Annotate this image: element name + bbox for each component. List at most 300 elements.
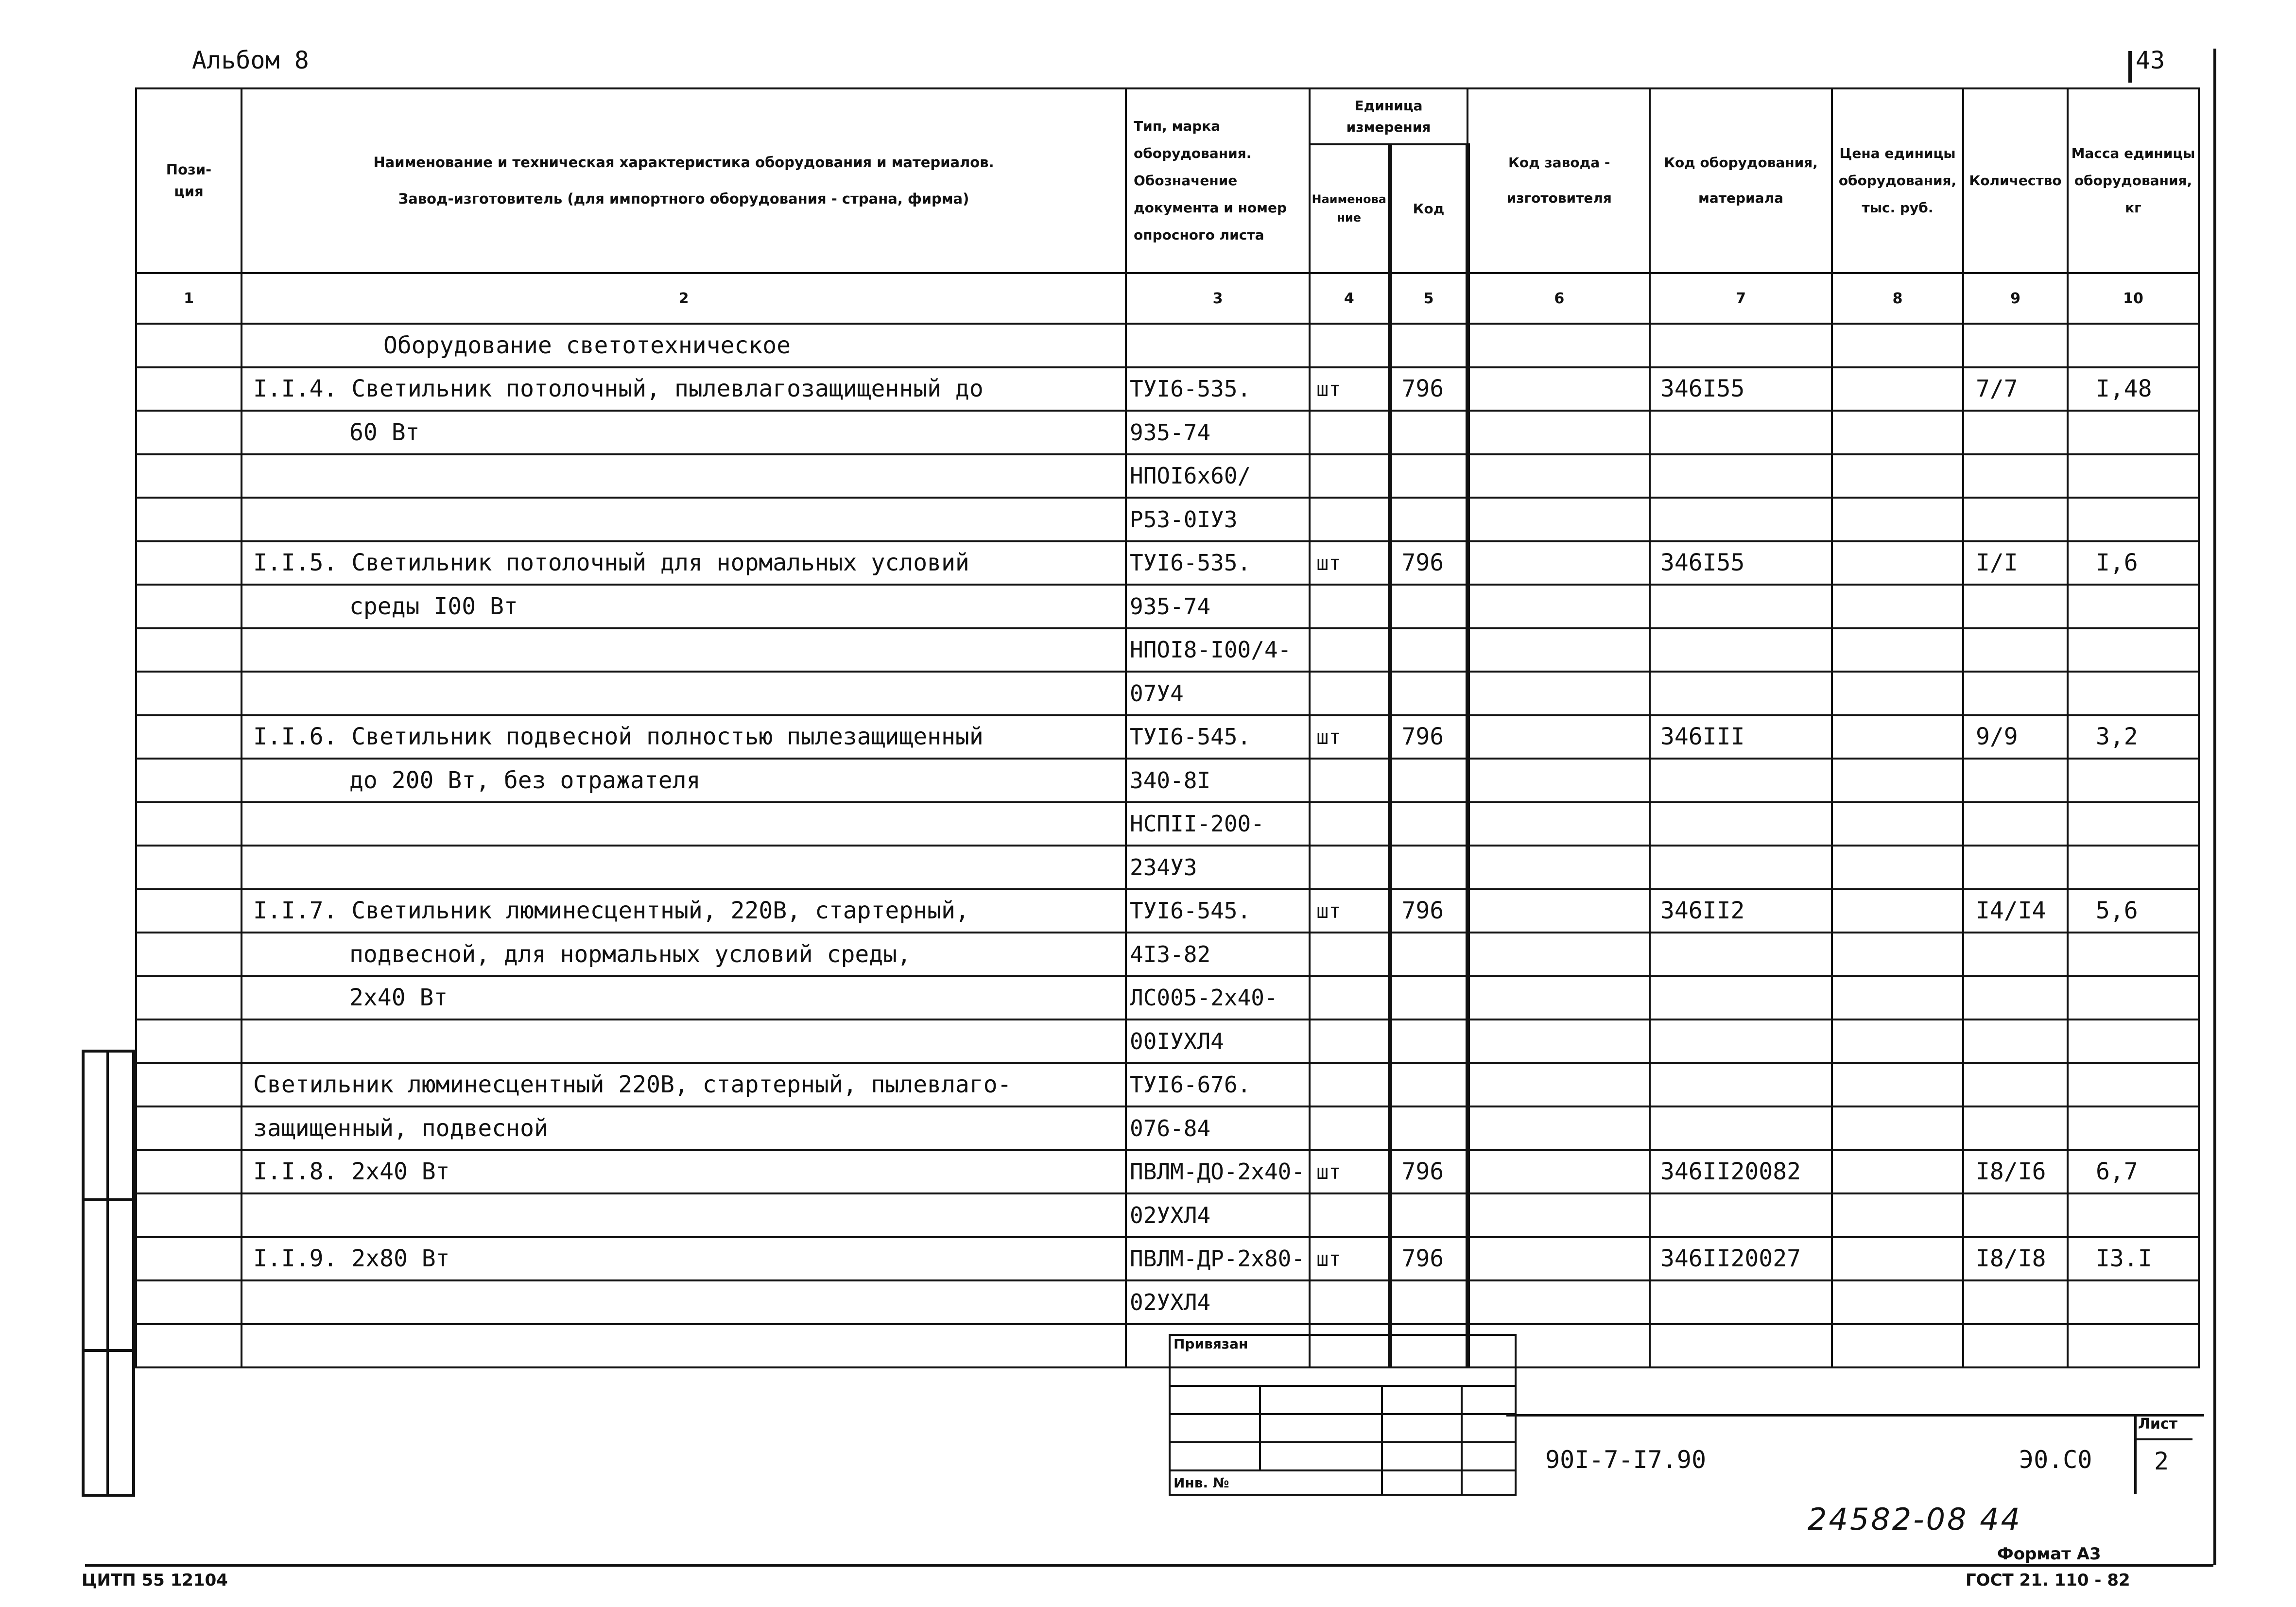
cell-unit-code [1390, 846, 1467, 889]
cell-position [136, 1106, 242, 1150]
specification-table [135, 87, 2200, 1368]
table-row [136, 1324, 2199, 1368]
cell-unit-code [1390, 672, 1467, 715]
cell-name: защищенный, подвесной [242, 1106, 1126, 1150]
cell-type: ТУI6-535. [1126, 367, 1310, 411]
cell-type: 02УХЛ4 [1126, 1280, 1310, 1324]
cell-equipment-code: 346I55 [1650, 541, 1832, 585]
cell-equipment-code [1650, 628, 1832, 672]
cell-type: ТУI6-535. [1126, 541, 1310, 585]
cell-type: 00IУХЛ4 [1126, 1019, 1310, 1063]
cell-factory-code [1467, 585, 1650, 628]
cell-unit-code [1390, 1063, 1467, 1107]
table-row [136, 1106, 2199, 1150]
cell-price [1832, 802, 1963, 846]
cell-position [136, 889, 242, 933]
page-divider [2128, 51, 2132, 83]
column-number: 10 [2068, 273, 2199, 324]
column-number: 8 [1832, 273, 1963, 324]
cell-name: среды I00 Вт [242, 585, 1126, 628]
cell-equipment-code [1650, 759, 1832, 802]
cell-unit-code [1390, 1280, 1467, 1324]
cell-quantity [1963, 846, 2068, 889]
cell-mass [2068, 1193, 2199, 1237]
cell-equipment-code [1650, 802, 1832, 846]
cell-type: 234У3 [1126, 846, 1310, 889]
cell-factory-code [1467, 1280, 1650, 1324]
cell-price [1832, 889, 1963, 933]
cell-unit-name [1310, 802, 1390, 846]
cell-quantity [1963, 802, 2068, 846]
column-number: 6 [1467, 273, 1650, 324]
cell-quantity: I8/I8 [1963, 1237, 2068, 1281]
cell-name: I.I.5. Светильник потолочный для нормальных условий [242, 541, 1126, 585]
cell-factory-code [1467, 672, 1650, 715]
cell-mass [2068, 1019, 2199, 1063]
cell-factory-code [1467, 802, 1650, 846]
cell-position [136, 672, 242, 715]
cell-mass [2068, 759, 2199, 802]
cell-position [136, 846, 242, 889]
cell-position [136, 498, 242, 541]
cell-mass [2068, 1106, 2199, 1150]
cell-price [1832, 628, 1963, 672]
cell-mass [2068, 498, 2199, 541]
cell-name: Оборудование светотехническое [242, 324, 1126, 367]
cell-factory-code [1467, 976, 1650, 1020]
cell-name [242, 1324, 1126, 1368]
cell-type: 4I3-82 [1126, 933, 1310, 976]
cell-price [1832, 541, 1963, 585]
cell-price [1832, 1237, 1963, 1281]
cell-quantity [1963, 1193, 2068, 1237]
cell-unit-name: шт [1310, 541, 1390, 585]
cell-quantity: 9/9 [1963, 715, 2068, 759]
cell-type: ТУI6-545. [1126, 889, 1310, 933]
cell-unit-code: 796 [1390, 541, 1467, 585]
handwritten-number: 24582-08 44 [1808, 1502, 2022, 1537]
cell-unit-name: шт [1310, 367, 1390, 411]
table-row [136, 1150, 2199, 1194]
table-body [136, 324, 2199, 1367]
cell-quantity [1963, 498, 2068, 541]
format-label: Формат А3 [1997, 1544, 2101, 1564]
cell-factory-code [1467, 324, 1650, 367]
stamp-cell [1382, 1442, 1462, 1470]
cell-mass [2068, 933, 2199, 976]
cell-quantity [1963, 1324, 2068, 1368]
cell-equipment-code [1650, 1280, 1832, 1324]
cell-factory-code [1467, 628, 1650, 672]
col-header-name: Наименование и техническая характеристика оборудования и материалов. Завод-изготовитель (для импортного оборудования - страна, фирма) [242, 88, 1126, 273]
col-header-position: Пози- ция [136, 88, 242, 273]
cell-unit-name [1310, 628, 1390, 672]
cell-unit-code [1390, 628, 1467, 672]
cell-unit-code: 796 [1390, 1237, 1467, 1281]
column-number: 2 [242, 273, 1126, 324]
cell-quantity [1963, 933, 2068, 976]
table-row [136, 672, 2199, 715]
cell-price [1832, 715, 1963, 759]
cell-quantity: 7/7 [1963, 367, 2068, 411]
cell-quantity [1963, 411, 2068, 454]
cell-equipment-code [1650, 498, 1832, 541]
cell-name [242, 1280, 1126, 1324]
table-row [136, 1193, 2199, 1237]
citp-label: ЦИТП 55 12104 [82, 1571, 228, 1590]
stamp-cell [1462, 1386, 1516, 1414]
cell-unit-name [1310, 585, 1390, 628]
cell-price [1832, 367, 1963, 411]
cell-price [1832, 585, 1963, 628]
cell-price [1832, 1324, 1963, 1368]
stamp-cell [1462, 1414, 1516, 1442]
cell-unit-name: шт [1310, 1237, 1390, 1281]
cell-name [242, 672, 1126, 715]
table-row [136, 454, 2199, 498]
cell-position [136, 1280, 242, 1324]
cell-factory-code [1467, 454, 1650, 498]
cell-quantity [1963, 454, 2068, 498]
binding-stamp [1169, 1334, 1517, 1496]
cell-equipment-code [1650, 585, 1832, 628]
cell-mass: 5,6 [2068, 889, 2199, 933]
cell-position [136, 367, 242, 411]
col-header-unit-code: Код [1390, 144, 1467, 273]
cell-price [1832, 976, 1963, 1020]
cell-quantity [1963, 1019, 2068, 1063]
cell-factory-code [1467, 933, 1650, 976]
cell-unit-code [1390, 454, 1467, 498]
cell-unit-name [1310, 324, 1390, 367]
cell-position [136, 541, 242, 585]
cell-unit-code: 796 [1390, 1150, 1467, 1194]
cell-mass [2068, 454, 2199, 498]
column-number: 1 [136, 273, 242, 324]
cell-quantity [1963, 1106, 2068, 1150]
cell-quantity [1963, 585, 2068, 628]
cell-factory-code [1467, 889, 1650, 933]
stamp-cell [1170, 1386, 1260, 1414]
cell-unit-code: 796 [1390, 889, 1467, 933]
cell-factory-code [1467, 367, 1650, 411]
cell-name: I.I.9. 2х80 Вт [242, 1237, 1126, 1281]
cell-unit-name: шт [1310, 889, 1390, 933]
stamp-cell [1382, 1414, 1462, 1442]
cell-name: 60 Вт [242, 411, 1126, 454]
cell-name: I.I.6. Светильник подвесной полностью пылезащищенный [242, 715, 1126, 759]
cell-equipment-code [1650, 1019, 1832, 1063]
table-row [136, 1019, 2199, 1063]
cell-quantity [1963, 1063, 2068, 1107]
cell-mass [2068, 1063, 2199, 1107]
cell-mass: I,6 [2068, 541, 2199, 585]
cell-mass [2068, 628, 2199, 672]
cell-factory-code [1467, 715, 1650, 759]
col-header-factory-code: Код завода - изготовителя [1467, 88, 1650, 273]
sheet-box-line [2134, 1438, 2192, 1440]
column-number: 9 [1963, 273, 2068, 324]
cell-factory-code [1467, 541, 1650, 585]
cell-type: ПВЛМ-ДР-2х80- [1126, 1237, 1310, 1281]
gost-label: ГОСТ 21. 110 - 82 [1966, 1571, 2130, 1590]
cell-equipment-code: 346I55 [1650, 367, 1832, 411]
cell-factory-code [1467, 759, 1650, 802]
cell-position [136, 1193, 242, 1237]
cell-quantity: I8/I6 [1963, 1150, 2068, 1194]
cell-name [242, 628, 1126, 672]
title-block-line [1506, 1414, 2204, 1417]
cell-price [1832, 1280, 1963, 1324]
cell-unit-code: 796 [1390, 715, 1467, 759]
cell-factory-code [1467, 1106, 1650, 1150]
cell-unit-name: шт [1310, 715, 1390, 759]
cell-unit-code: 796 [1390, 367, 1467, 411]
cell-name [242, 846, 1126, 889]
table-row [136, 367, 2199, 411]
cell-position [136, 1324, 242, 1368]
cell-unit-code [1390, 933, 1467, 976]
cell-position [136, 628, 242, 672]
bottom-border-line [85, 1564, 2213, 1567]
cell-unit-code [1390, 759, 1467, 802]
cell-price [1832, 846, 1963, 889]
table-row [136, 846, 2199, 889]
stamp-cell [1382, 1386, 1462, 1414]
cell-mass: I,48 [2068, 367, 2199, 411]
table-row [136, 759, 2199, 802]
col-header-type: Тип, марка оборудования. Обозначение документа и номер опросного листа [1126, 88, 1310, 273]
cell-type: НПОI8-I00/4- [1126, 628, 1310, 672]
cell-name: до 200 Вт, без отражателя [242, 759, 1126, 802]
cell-factory-code [1467, 1237, 1650, 1281]
cell-price [1832, 324, 1963, 367]
page-number: 43 [2136, 46, 2165, 74]
cell-mass [2068, 1280, 2199, 1324]
stamp-cell [1260, 1442, 1382, 1470]
cell-type: ПВЛМ-ДО-2х40- [1126, 1150, 1310, 1194]
stamp-cell [1382, 1470, 1462, 1495]
cell-unit-code [1390, 976, 1467, 1020]
cell-quantity [1963, 324, 2068, 367]
cell-unit-name [1310, 846, 1390, 889]
cell-type: ЛС005-2х40- [1126, 976, 1310, 1020]
cell-price [1832, 1063, 1963, 1107]
cell-equipment-code [1650, 1063, 1832, 1107]
cell-equipment-code: 346II2 [1650, 889, 1832, 933]
cell-unit-name [1310, 411, 1390, 454]
cell-unit-name [1310, 976, 1390, 1020]
cell-position [136, 585, 242, 628]
stamp-privyazan: Привязан [1170, 1335, 1516, 1386]
cell-name [242, 454, 1126, 498]
cell-mass [2068, 802, 2199, 846]
cell-type: ТУI6-676. [1126, 1063, 1310, 1107]
stamp-cell [1462, 1470, 1516, 1495]
cell-name [242, 1019, 1126, 1063]
cell-name [242, 1193, 1126, 1237]
cell-position [136, 411, 242, 454]
cell-mass [2068, 585, 2199, 628]
cell-factory-code [1467, 1019, 1650, 1063]
cell-mass: 3,2 [2068, 715, 2199, 759]
table-row [136, 976, 2199, 1020]
cell-unit-name [1310, 759, 1390, 802]
strip-vertical-line [106, 1053, 109, 1494]
col-header-unit: Единица измерения [1310, 88, 1467, 144]
cell-quantity [1963, 628, 2068, 672]
cell-unit-name [1310, 1280, 1390, 1324]
cell-equipment-code [1650, 672, 1832, 715]
cell-price [1832, 759, 1963, 802]
cell-type: 340-8I [1126, 759, 1310, 802]
column-numbers-row [136, 273, 2199, 324]
cell-position [136, 933, 242, 976]
cell-unit-code [1390, 324, 1467, 367]
table-row [136, 1280, 2199, 1324]
cell-price [1832, 1106, 1963, 1150]
table-row [136, 411, 2199, 454]
cell-equipment-code: 346III [1650, 715, 1832, 759]
table-row [136, 1063, 2199, 1107]
cell-name: подвесной, для нормальных условий среды, [242, 933, 1126, 976]
cell-position [136, 324, 242, 367]
cell-mass: 6,7 [2068, 1150, 2199, 1194]
cell-type: 02УХЛ4 [1126, 1193, 1310, 1237]
cell-type: НПОI6х60/ [1126, 454, 1310, 498]
cell-price [1832, 1019, 1963, 1063]
cell-type: 076-84 [1126, 1106, 1310, 1150]
cell-price [1832, 1193, 1963, 1237]
cell-position [136, 802, 242, 846]
sheet-label: Лист [2138, 1416, 2178, 1433]
cell-equipment-code [1650, 454, 1832, 498]
cell-equipment-code [1650, 976, 1832, 1020]
cell-factory-code [1467, 411, 1650, 454]
cell-unit-code [1390, 585, 1467, 628]
cell-equipment-code [1650, 1324, 1832, 1368]
document-code: Э0.С0 [2019, 1446, 2092, 1474]
col-header-price: Цена единицы оборудования, тыс. руб. [1832, 88, 1963, 273]
cell-position [136, 454, 242, 498]
cell-type [1126, 324, 1310, 367]
stamp-cell [1462, 1442, 1516, 1470]
col-header-mass: Масса единицы оборудования, кг [2068, 88, 2199, 273]
cell-name: 2х40 Вт [242, 976, 1126, 1020]
cell-factory-code [1467, 498, 1650, 541]
document-number: 90I-7-I7.90 [1545, 1446, 1707, 1474]
col-header-quantity: Количество [1963, 88, 2068, 273]
cell-unit-name [1310, 1106, 1390, 1150]
table-row [136, 541, 2199, 585]
cell-factory-code [1467, 1193, 1650, 1237]
cell-unit-name [1310, 1063, 1390, 1107]
col-header-unit-name: Наименование [1310, 144, 1390, 273]
cell-type: Р53-0IУ3 [1126, 498, 1310, 541]
cell-equipment-code [1650, 846, 1832, 889]
cell-mass [2068, 976, 2199, 1020]
cell-price [1832, 672, 1963, 715]
cell-type: ТУI6-545. [1126, 715, 1310, 759]
cell-name: I.I.7. Светильник люминесцентный, 220В, стартерный, [242, 889, 1126, 933]
cell-mass [2068, 846, 2199, 889]
sheet-number: 2 [2154, 1447, 2169, 1475]
cell-type: 07У4 [1126, 672, 1310, 715]
cell-position [136, 1150, 242, 1194]
cell-equipment-code [1650, 1193, 1832, 1237]
stamp-cell [1170, 1414, 1260, 1442]
stamp-cell [1170, 1442, 1260, 1470]
cell-unit-name: шт [1310, 1150, 1390, 1194]
cell-name [242, 498, 1126, 541]
cell-unit-code [1390, 1019, 1467, 1063]
cell-quantity [1963, 976, 2068, 1020]
column-number: 4 [1310, 273, 1390, 324]
cell-mass [2068, 324, 2199, 367]
cell-name: I.I.4. Светильник потолочный, пылевлагозащищенный до [242, 367, 1126, 411]
stamp-cell [1260, 1386, 1382, 1414]
cell-type: НСПII-200- [1126, 802, 1310, 846]
cell-type: 935-74 [1126, 411, 1310, 454]
cell-price [1832, 933, 1963, 976]
cell-mass: I3.I [2068, 1237, 2199, 1281]
column-number: 5 [1390, 273, 1467, 324]
cell-position [136, 976, 242, 1020]
stamp-inv-number: Инв. № [1170, 1470, 1382, 1495]
cell-position [136, 1019, 242, 1063]
cell-factory-code [1467, 1150, 1650, 1194]
cell-quantity: I4/I4 [1963, 889, 2068, 933]
cell-equipment-code [1650, 324, 1832, 367]
cell-quantity [1963, 1280, 2068, 1324]
cell-unit-name [1310, 1019, 1390, 1063]
cell-quantity: I/I [1963, 541, 2068, 585]
cell-price [1832, 454, 1963, 498]
cell-unit-name [1310, 1193, 1390, 1237]
cell-equipment-code [1650, 933, 1832, 976]
table-row [136, 933, 2199, 976]
col-header-equipment-code: Код оборудования, материала [1650, 88, 1832, 273]
cell-quantity [1963, 672, 2068, 715]
cell-price [1832, 1150, 1963, 1194]
cell-equipment-code: 346II20082 [1650, 1150, 1832, 1194]
cell-name [242, 802, 1126, 846]
left-margin-stamp [82, 1050, 135, 1497]
table-row [136, 585, 2199, 628]
cell-type: 935-74 [1126, 585, 1310, 628]
album-label: Альбом 8 [192, 46, 309, 74]
cell-mass [2068, 1324, 2199, 1368]
cell-equipment-code [1650, 411, 1832, 454]
cell-factory-code [1467, 1063, 1650, 1107]
cell-equipment-code: 346II20027 [1650, 1237, 1832, 1281]
cell-unit-code [1390, 498, 1467, 541]
cell-mass [2068, 411, 2199, 454]
cell-name: Светильник люминесцентный 220В, стартерный, пылевлаго- [242, 1063, 1126, 1107]
column-number: 7 [1650, 273, 1832, 324]
cell-factory-code [1467, 846, 1650, 889]
cell-unit-name [1310, 933, 1390, 976]
table-row [136, 628, 2199, 672]
table-row [136, 498, 2199, 541]
column-number: 3 [1126, 273, 1310, 324]
stamp-cell [1260, 1414, 1382, 1442]
table-row [136, 715, 2199, 759]
cell-position [136, 1063, 242, 1107]
cell-price [1832, 411, 1963, 454]
cell-name: I.I.8. 2х40 Вт [242, 1150, 1126, 1194]
cell-unit-code [1390, 1106, 1467, 1150]
